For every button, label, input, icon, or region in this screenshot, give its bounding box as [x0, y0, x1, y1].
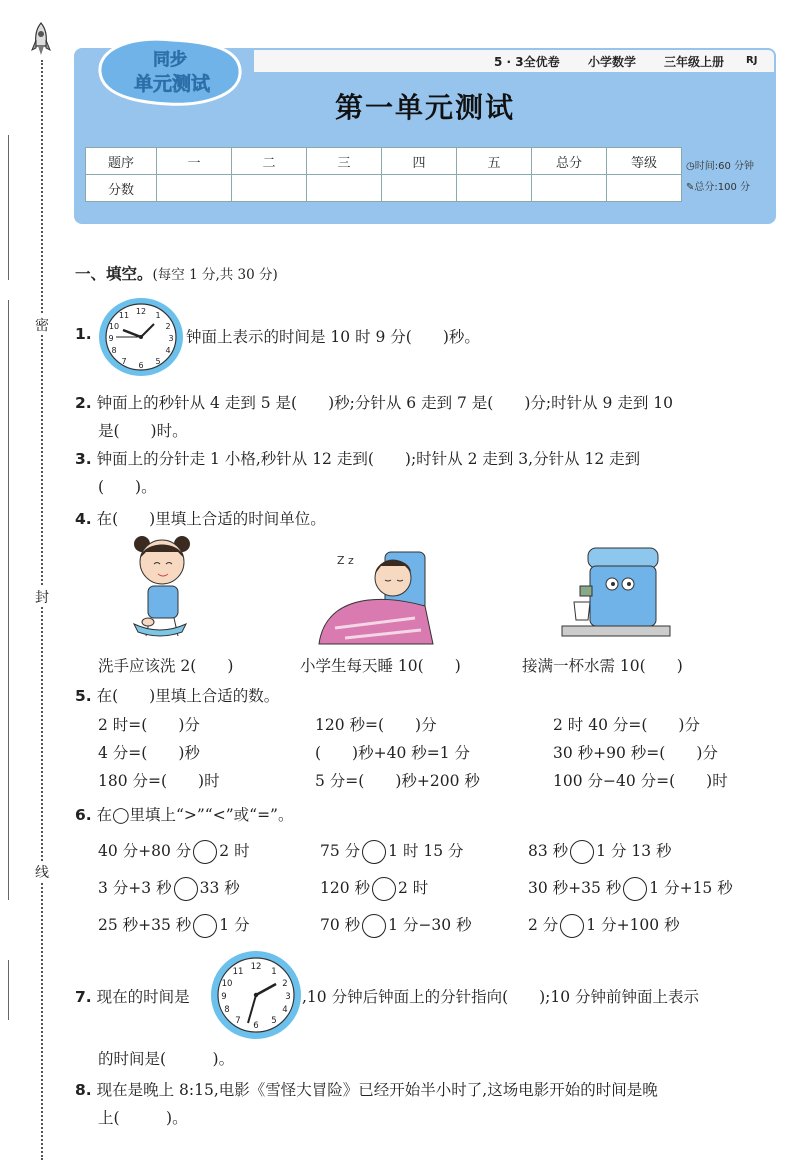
- q6-right: 1 分: [219, 916, 250, 934]
- svg-text:6: 6: [253, 1021, 259, 1031]
- compare-circle[interactable]: [623, 877, 647, 901]
- svg-text:10: 10: [221, 979, 233, 989]
- question-number: 2.: [75, 394, 92, 412]
- section-title: 一、填空。: [75, 265, 153, 283]
- q6-item: [320, 839, 464, 864]
- svg-text:Z z: Z z: [337, 554, 354, 567]
- q6-right: 2 时: [398, 879, 429, 897]
- svg-text:1: 1: [155, 311, 161, 320]
- compare-circle[interactable]: [193, 914, 217, 938]
- svg-text:2: 2: [282, 979, 288, 989]
- binding-rule: [8, 300, 9, 900]
- binding-rule: [8, 135, 9, 280]
- question-3-cont: ( )。: [98, 478, 157, 496]
- compare-circle[interactable]: [570, 840, 594, 864]
- total-score: ✎总分:100 分: [686, 182, 751, 193]
- compare-circle[interactable]: [560, 914, 584, 938]
- question-3: [75, 447, 640, 469]
- q6-left: 83 秒: [528, 842, 569, 860]
- q5-item: ( )秒+40 秒=1 分: [315, 744, 471, 762]
- q6-right: 1 时 15 分: [388, 842, 464, 860]
- question-8-cont: 上( )。: [98, 1109, 188, 1127]
- question-number: 1.: [75, 325, 92, 343]
- score-input-cell[interactable]: [232, 175, 307, 202]
- score-input-cell[interactable]: [307, 175, 382, 202]
- q6-left: 120 秒: [320, 879, 371, 897]
- question-number: 7.: [75, 988, 92, 1006]
- svg-text:4: 4: [165, 346, 171, 355]
- score-input-cell[interactable]: [457, 175, 532, 202]
- q4-caption-1: 洗手应该洗 2( ): [98, 657, 234, 675]
- margin-mark-mi: 密: [33, 315, 51, 335]
- question-2-text: 钟面上的秒针从 4 走到 5 是( )秒;分针从 6 走到 7 是( )分;时针从 9 走到 10: [96, 394, 673, 412]
- svg-text:8: 8: [111, 346, 117, 355]
- score-input-cell[interactable]: [157, 175, 232, 202]
- question-7-pre: 现在的时间是: [96, 988, 190, 1006]
- score-input-cell[interactable]: [532, 175, 607, 202]
- score-table-score-row: [86, 175, 682, 202]
- score-cell: 总分: [532, 148, 607, 175]
- q4-caption-3: 接满一杯水需 10( ): [522, 657, 683, 675]
- question-7: [75, 985, 190, 1007]
- boy-sleeping-illustration: [315, 548, 435, 646]
- q6-left: 30 秒+35 秒: [528, 879, 622, 897]
- clock-icon: [96, 296, 186, 378]
- margin-mark-feng: 封: [33, 587, 51, 607]
- q6-right: 1 分−30 秒: [388, 916, 472, 934]
- total-score-text: 总分:100 分: [694, 182, 751, 193]
- svg-text:11: 11: [232, 967, 244, 977]
- edition-label: RJ: [746, 55, 758, 66]
- svg-text:8: 8: [224, 1005, 230, 1015]
- svg-text:2: 2: [165, 322, 171, 331]
- q4-caption-2: 小学生每天睡 10( ): [300, 657, 461, 675]
- rocket-icon: [30, 22, 52, 56]
- section-scoring: (每空 1 分,共 30 分): [152, 267, 278, 283]
- q6-item: [98, 839, 250, 864]
- time-limit: ◷时间:60 分钟: [686, 161, 755, 172]
- question-number: 8.: [75, 1081, 92, 1099]
- question-1: [75, 325, 92, 343]
- compare-circle[interactable]: [362, 914, 386, 938]
- score-input-cell[interactable]: [607, 175, 682, 202]
- question-7-cont: 的时间是( )。: [98, 1050, 235, 1068]
- svg-text:5: 5: [155, 357, 161, 366]
- q6-left: 70 秒: [320, 916, 361, 934]
- q5-item: 2 时=( )分: [98, 716, 200, 734]
- q5-item: 120 秒=( )分: [315, 716, 437, 734]
- question-8: [75, 1078, 658, 1100]
- margin-mark-xian: 线: [33, 862, 51, 882]
- q6-left: 40 分+80 分: [98, 842, 192, 860]
- score-cell: 五: [457, 148, 532, 175]
- svg-text:5: 5: [271, 1016, 277, 1026]
- svg-text:7: 7: [235, 1016, 241, 1026]
- question-number: 3.: [75, 450, 92, 468]
- q6-item: [98, 913, 250, 938]
- question-7-text: ,10 分钟后钟面上的分针指向( );10 分钟前钟面上表示: [302, 988, 700, 1006]
- question-8-text: 现在是晚上 8:15,电影《雪怪大冒险》已经开始半小时了,这场电影开始的时间是晚: [96, 1081, 658, 1099]
- score-table-header-row: [86, 148, 682, 175]
- question-4-text: 在( )里填上合适的时间单位。: [96, 510, 326, 528]
- section-heading: [75, 262, 278, 284]
- q5-item: 100 分−40 分=( )时: [553, 772, 728, 790]
- svg-text:12: 12: [250, 962, 262, 972]
- svg-text:12: 12: [135, 307, 147, 316]
- svg-text:4: 4: [282, 1005, 288, 1015]
- q6-item: [528, 913, 680, 938]
- score-cell: 分数: [86, 175, 157, 202]
- svg-text:10: 10: [108, 322, 120, 331]
- q5-item: 5 分=( )秒+200 秒: [315, 772, 480, 790]
- question-4: [75, 507, 326, 529]
- score-cell: 题序: [86, 148, 157, 175]
- score-table: [85, 147, 682, 202]
- svg-text:3: 3: [285, 992, 291, 1002]
- q6-item: [320, 913, 472, 938]
- q5-item: 2 时 40 分=( )分: [553, 716, 700, 734]
- question-number: 6.: [75, 806, 92, 824]
- q6-right: 1 分+100 秒: [586, 916, 680, 934]
- question-5-text: 在( )里填上合适的数。: [96, 687, 280, 705]
- grade-label: 三年级上册: [664, 55, 725, 69]
- question-3-text: 钟面上的分针走 1 小格,秒针从 12 走到( );时针从 2 走到 3,分针从 12 走到: [96, 450, 641, 468]
- q6-right: 1 分 13 秒: [596, 842, 672, 860]
- svg-text:9: 9: [108, 334, 114, 343]
- svg-text:1: 1: [271, 967, 277, 977]
- compare-circle[interactable]: [362, 840, 386, 864]
- score-cell: 三: [307, 148, 382, 175]
- badge-line1: 同步: [153, 50, 187, 70]
- q6-item: [528, 839, 672, 864]
- q6-item: [320, 876, 428, 901]
- q6-right: 2 时: [219, 842, 250, 860]
- clock-icon: [208, 948, 304, 1042]
- time-limit-text: 时间:60 分钟: [694, 161, 755, 172]
- question-number: 4.: [75, 510, 92, 528]
- question-6-text: 在◯里填上“>”“<”或“=”。: [96, 806, 294, 824]
- question-2-cont: 是( )时。: [98, 422, 188, 440]
- score-cell: 一: [157, 148, 232, 175]
- water-dispenser-illustration: [560, 536, 676, 642]
- q6-right: 1 分+15 秒: [649, 879, 733, 897]
- girl-washing-hands-illustration: [120, 532, 200, 644]
- score-cell: 四: [382, 148, 457, 175]
- score-input-cell[interactable]: [382, 175, 457, 202]
- svg-text:9: 9: [221, 992, 227, 1002]
- subject-label: 小学数学: [588, 55, 637, 69]
- question-number: 5.: [75, 687, 92, 705]
- q6-item: [98, 876, 240, 901]
- page-title: 第一单元测试: [334, 91, 515, 124]
- binding-rule: [8, 960, 9, 1020]
- question-2: [75, 391, 673, 413]
- question-5: [75, 684, 279, 706]
- score-cell: 等级: [607, 148, 682, 175]
- compare-circle[interactable]: [193, 840, 217, 864]
- question-6: [75, 803, 293, 825]
- q6-left: 2 分: [528, 916, 559, 934]
- q6-item: [528, 876, 733, 901]
- badge-line2: 单元测试: [133, 73, 211, 95]
- compare-circle[interactable]: [174, 877, 198, 901]
- compare-circle[interactable]: [372, 877, 396, 901]
- q6-left: 25 秒+35 秒: [98, 916, 192, 934]
- q6-left: 3 分+3 秒: [98, 879, 172, 897]
- q5-item: 30 秒+90 秒=( )分: [553, 744, 718, 762]
- svg-text:11: 11: [118, 311, 130, 320]
- svg-text:3: 3: [168, 334, 174, 343]
- q5-item: 4 分=( )秒: [98, 744, 200, 762]
- q6-left: 75 分: [320, 842, 361, 860]
- svg-text:7: 7: [121, 357, 127, 366]
- score-cell: 二: [232, 148, 307, 175]
- binding-dotted-line: [41, 60, 43, 1160]
- q6-right: 33 秒: [199, 879, 240, 897]
- series-label: 5 · 3全优卷: [494, 55, 560, 69]
- q5-item: 180 分=( )时: [98, 772, 220, 790]
- question-1-text: 钟面上表示的时间是 10 时 9 分( )秒。: [186, 328, 480, 346]
- svg-text:6: 6: [138, 361, 144, 370]
